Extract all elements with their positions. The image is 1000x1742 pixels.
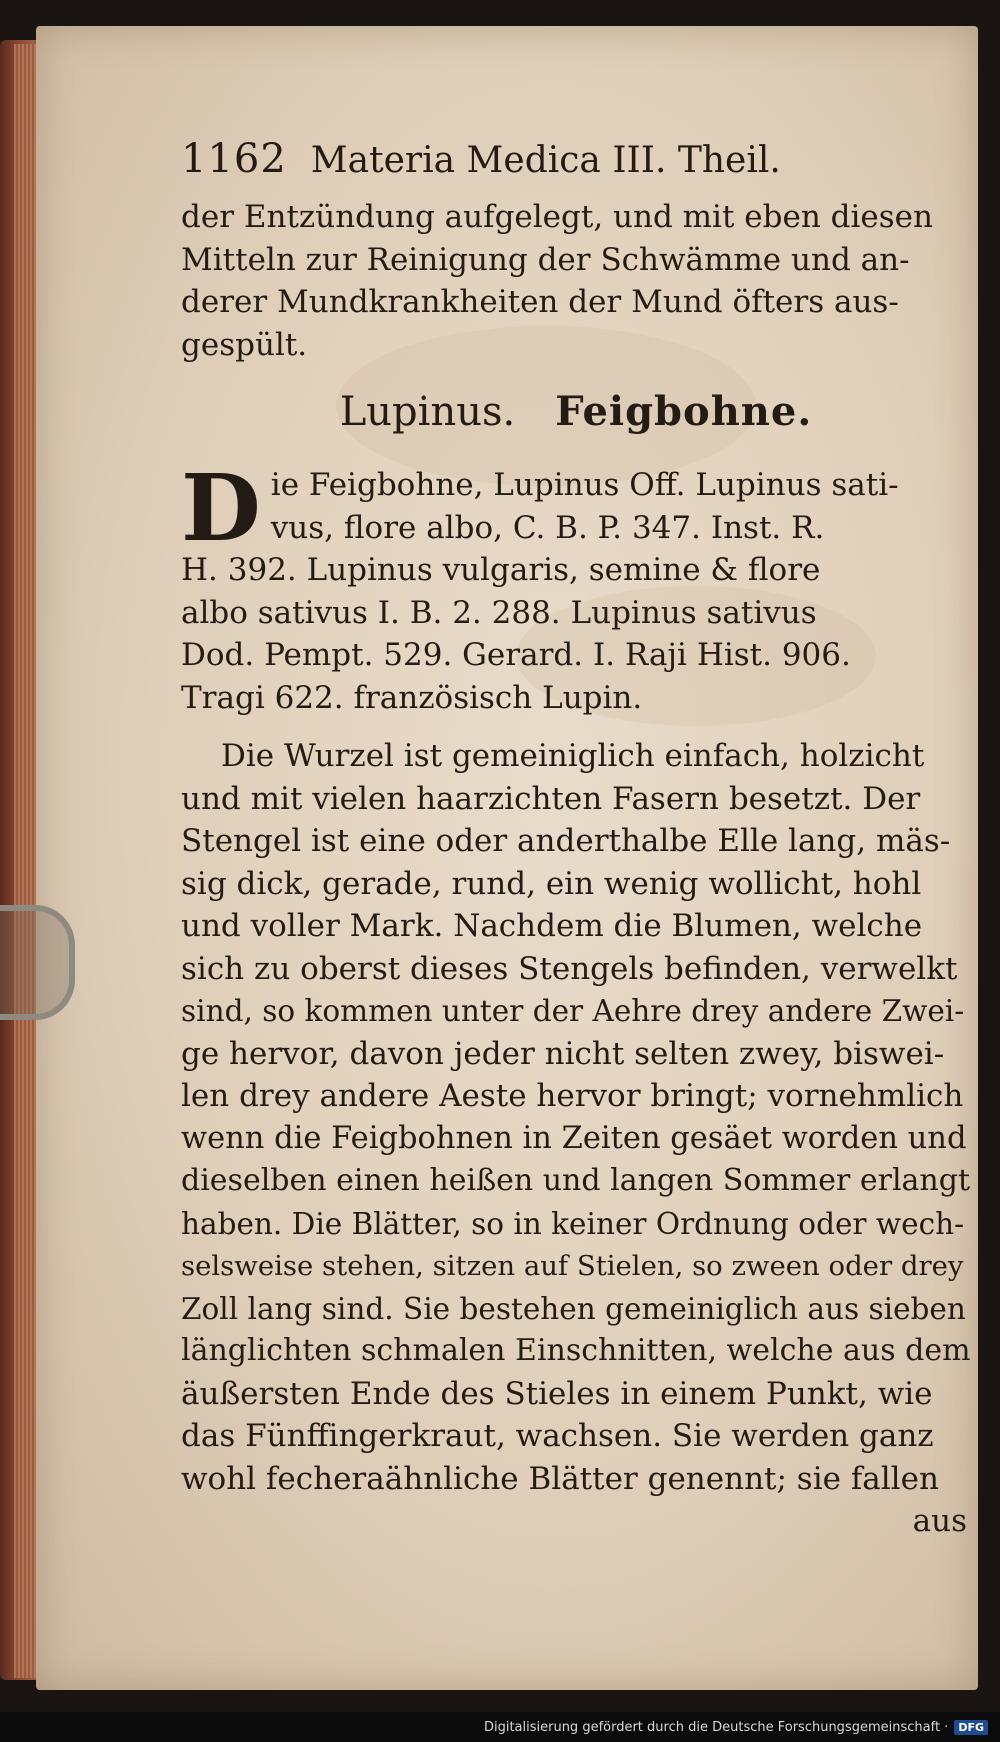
text-line: sind, so kommen unter der Aehre drey andere Zwei-: [181, 994, 965, 1028]
text-line: länglichten schmalen Einschnitten, welche aus dem: [181, 1333, 971, 1368]
text-line: Die Wurzel ist gemeiniglich einfach, holzicht: [221, 738, 925, 774]
text-line: das Fünffingerkraut, wachsen. Sie werden ganz: [181, 1418, 934, 1454]
heading-latin: Lupinus.: [339, 389, 516, 435]
text-line: Zoll lang sind. Sie bestehen gemeiniglich aus sieben: [181, 1291, 966, 1326]
text-line: len drey andere Aeste hervor bringt; vornehmlich: [181, 1078, 964, 1114]
text-line: sich zu oberst dieses Stengels befinden, verwelkt: [181, 950, 958, 987]
drop-cap: D: [181, 454, 261, 562]
text-line: Mitteln zur Reinigung der Schwämme und an-: [181, 241, 910, 278]
text-line: wenn die Feigbohnen in Zeiten gesäet worden und: [181, 1120, 967, 1156]
text-line: Dod. Pempt. 529. Gerard. I. Raji Hist. 906.: [181, 637, 851, 673]
entry-paragraph: [181, 454, 971, 719]
book-clasp: [0, 905, 75, 1020]
intro-paragraph: [181, 196, 971, 366]
text-line: und voller Mark. Nachdem die Blumen, welche: [181, 908, 923, 944]
text-line: Tragi 622. französisch Lupin.: [181, 679, 643, 716]
digitization-footer: [0, 1712, 1000, 1742]
text-line: selsweise stehen, sitzen auf Stielen, so zween oder drey: [181, 1250, 964, 1282]
text-line: dieselben einen heißen und langen Sommer erlangt: [181, 1163, 971, 1198]
page-number: 1162: [181, 136, 287, 182]
text-line: H. 392. Lupinus vulgaris, semine & flore: [181, 552, 821, 588]
text-line: der Entzündung aufgelegt, und mit eben diesen: [181, 199, 933, 235]
text-line: vus, flore albo, C. B. P. 347. Inst. R.: [270, 509, 825, 546]
text-line: gespült.: [181, 326, 308, 363]
text-line: ie Feigbohne, Lupinus Off. Lupinus sati-: [270, 467, 899, 503]
text-line: und mit vielen haarzichten Fasern besetzt. Der: [181, 780, 921, 817]
heading-german: Feigbohne.: [555, 388, 813, 435]
section-heading: [181, 388, 971, 446]
text-line: albo sativus I. B. 2. 288. Lupinus sativus: [181, 594, 817, 631]
text-line: Stengel ist eine oder anderthalbe Elle lang, mäs-: [181, 823, 951, 859]
text-line: sig dick, gerade, rund, ein wenig wollicht, hohl: [181, 865, 922, 902]
footer-credit: Digitalisierung gefördert durch die Deutsche Forschungsgemeinschaft ·: [483, 1719, 949, 1735]
text-line: haben. Die Blätter, so in keiner Ordnung oder wech-: [181, 1206, 965, 1241]
dfg-logo-icon: DFG: [954, 1720, 988, 1735]
text-line: wohl fecheraähnliche Blätter genennt; sie fallen: [181, 1460, 939, 1497]
description-paragraph: [181, 735, 971, 1500]
text-line: derer Mundkrankheiten der Mund öfters aus-: [181, 284, 899, 320]
catchword: aus: [912, 1503, 967, 1539]
running-title: Materia Medica III. Theil.: [310, 140, 781, 181]
page-header: [181, 136, 971, 196]
text-line: ge hervor, davon jeder nicht selten zwey, biswei-: [181, 1035, 945, 1072]
text-line: äußersten Ende des Stieles in einem Punkt, wie: [181, 1375, 933, 1412]
page-text: [181, 136, 971, 1542]
book-page: [36, 26, 978, 1690]
